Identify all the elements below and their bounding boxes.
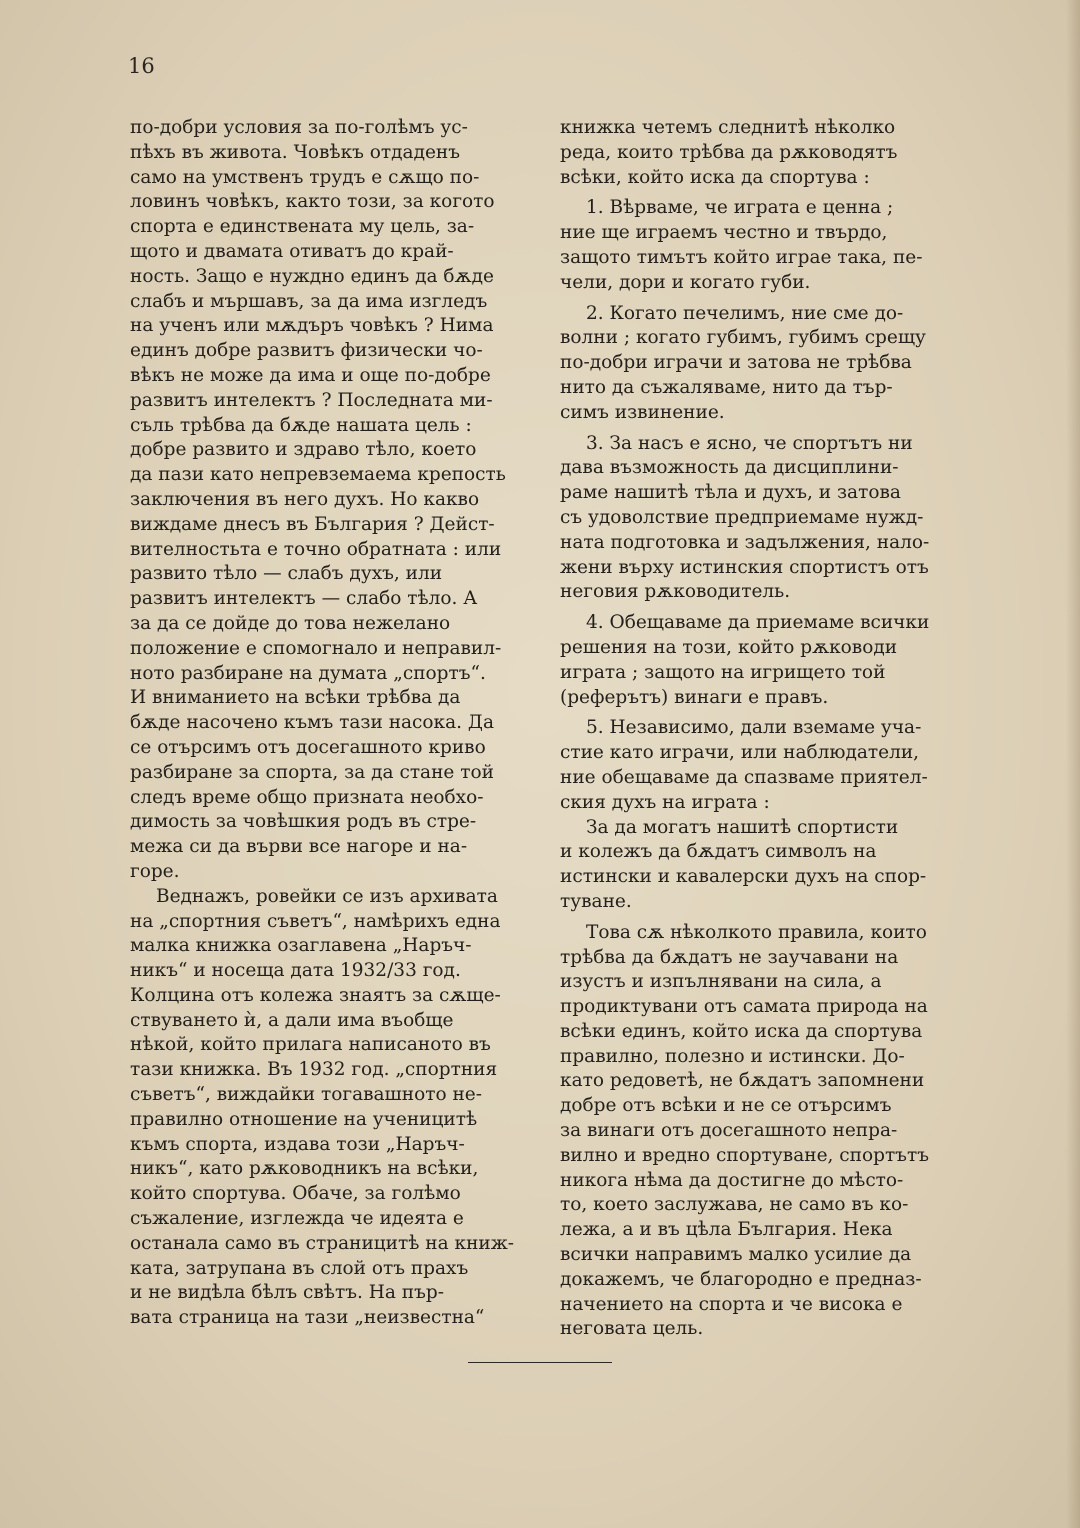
right-text-column xyxy=(560,116,964,1342)
rule-item-4: 4. Обещаваме да приемаме всички решения на този, който рѫководи играта ; защото на игрището той (реферътъ) винаги е правъ. xyxy=(560,612,930,708)
page-number: 16 xyxy=(128,54,155,78)
page-edge-shadow xyxy=(1066,0,1080,1528)
paragraph: Това сѫ нѣколкото правила, които трѣбва да бѫдатъ не заучавани на изустъ и изпълнявани на сила, а продиктувани отъ самата природа на всѣки единъ, който иска да спортува правилно, полезно и истински. До- като редоветѣ, не бѫдатъ запомнени добре отъ всѣки и не се отърсимъ за винаги отъ досегашното непра- вилно и вредно спортуване, спортътъ никога нѣма да достигне до мѣсто- то, което заслужава, не само въ ко- лежа, а и въ цѣла България. Нека всички направимъ малко усилие да докажемъ, че благородно е предназ- начението на спорта и че висока е неговата цель. xyxy=(560,921,929,1340)
paragraph: книжка четемъ следнитѣ нѣколко реда, които трѣбва да рѫководятъ всѣки, който иска да спортува : xyxy=(560,117,898,188)
left-text-column xyxy=(130,116,532,1331)
rule-item-1: 1. Вѣрваме, че играта е ценна ; ние ще играемъ честно и твърдо, защото тимътъ който играе така, пе- чели, дори и когато губи. xyxy=(560,197,923,293)
end-divider xyxy=(468,1362,612,1363)
rule-item-5: 5. Независимо, дали вземаме уча- стие като играчи, или наблюдатели, ние обещаваме да спазваме приятел- ския духъ на играта : xyxy=(560,717,928,813)
paragraph: Веднажъ, ровейки се изъ архивата на „спортния съветъ“, намѣрихъ една малка книжка озаглавена „Наръч- никъ“ и носеща дата 1932/33 год. Колцина отъ колежа знаятъ за сѫще- ствуването ѝ, а дали има въобще нѣкой, който прилага написаното въ тази книжка. Въ 1932 год. „спортния съветъ“, виждайки тогавашното не- правилно отношение на ученицитѣ къмъ спорта, издава този „Наръч- никъ“, като рѫководникъ на всѣки, който спортува. Обаче, за голѣмо съжаление, изглежда че идеята е останала само въ страницитѣ на книж- ката, затрупана въ слой отъ прахъ и не видѣла бѣлъ свѣтъ. На пър- вата страница на тази „неизвестна“ xyxy=(130,885,515,1329)
paragraph: по-добри условия за по-голѣмъ ус- пѣхъ въ живота. Човѣкъ отдаденъ само на умственъ трудъ е сѫщо по- ловинъ човѣкъ, както този, за когото спорта е единствената му цель, за- щото и двамата отиватъ до край- ность. Защо е нуждно единъ да бѫде слабъ и мършавъ, за да има изгледъ на ученъ или мѫдъръ човѣкъ ? Нима единъ добре развитъ физически чо- вѣкъ не може да има и още по-добре развитъ интелектъ ? Последната ми- съль трѣбва да бѫде нашата цель : добре развито и здраво тѣло, което да пази като непревземаема крепость заключения въ него духъ. Но какво виждаме днесъ въ България ? Дейст- вителностьта е точно обратната : или развито тѣло — слабъ духъ, или развитъ интелектъ — слабо тѣло. А за да се дойде до това нежелано положение е спомогнало и неправил- ното разбиране на думата „спортъ“. И вниманието на всѣки трѣбва да бѫде насочено къмъ тази насока. Да се отърсимъ отъ досегашното криво разбиране за спорта, за да стане той следъ време общо призната необхо- димость за човѣшкия родъ въ стре- межа си да върви все нагоре и на- горе. xyxy=(130,117,506,882)
rule-item-3: 3. За насъ е ясно, че спортътъ ни дава възможность да дисциплини- раме нашитѣ тѣла и духъ, и затова съ удоволствие предприемаме нужд- ната подготовка и задължения, нало- жени върху истинския спортистъ отъ неговия рѫководитель. xyxy=(560,432,930,603)
rule-item-2: 2. Когато печелимъ, ние сме до- волни ; когато губимъ, губимъ срещу по-добри играчи и затова не трѣбва нито да съжаляваме, нито да тър- симъ извинение. xyxy=(560,302,926,423)
paragraph: За да могатъ нашитѣ спортисти и колежъ да бѫдатъ символъ на истински и кавалерски духъ на спор- туване. xyxy=(560,816,927,912)
